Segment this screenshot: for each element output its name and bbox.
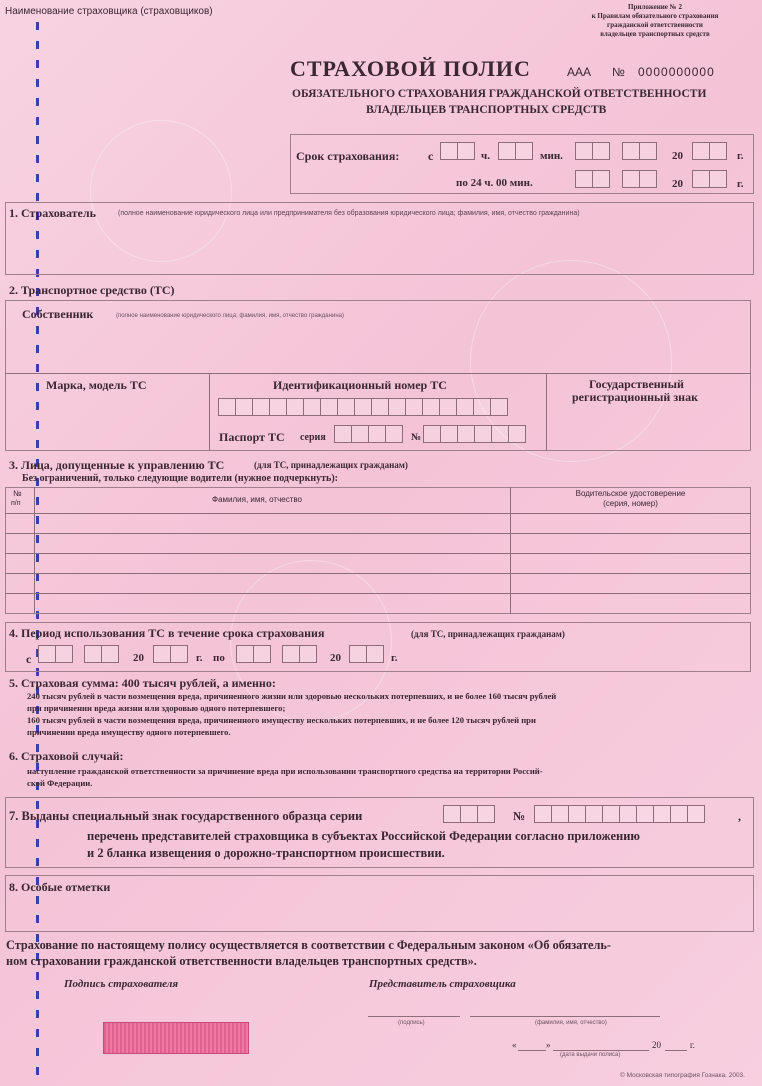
input-cell[interactable] bbox=[687, 805, 705, 823]
security-strip-dash bbox=[36, 79, 39, 87]
input-cell[interactable] bbox=[585, 805, 603, 823]
sum-line: 240 тысяч рублей в части возмещения вреда, причиненного жизни или здоровью нескольких потерпевших, и не более 160 тысяч рублей bbox=[27, 691, 557, 701]
input-cell[interactable] bbox=[508, 425, 526, 443]
insurer-name-label: Наименование страховщика (страховщиков) bbox=[5, 6, 213, 17]
reg-label-line2: регистрационный знак bbox=[572, 390, 698, 404]
input-cell[interactable] bbox=[439, 398, 457, 416]
term-minute-cells[interactable] bbox=[498, 142, 532, 160]
security-strip-dash bbox=[36, 22, 39, 30]
input-cell[interactable] bbox=[405, 398, 423, 416]
input-cell[interactable] bbox=[337, 398, 355, 416]
divider bbox=[5, 373, 751, 374]
passport-label: Паспорт ТС bbox=[219, 430, 285, 444]
usage-to: по bbox=[213, 652, 225, 664]
case-text bbox=[27, 765, 543, 789]
term-year-suffix: г. bbox=[737, 150, 744, 162]
col-license-line: (серия, номер) bbox=[603, 499, 658, 508]
usage-to-day-cells[interactable] bbox=[236, 645, 270, 663]
sign-number-sign: № bbox=[513, 809, 526, 823]
policy-series: ААА bbox=[567, 65, 592, 79]
table-row[interactable] bbox=[5, 553, 751, 554]
col-no: № bbox=[13, 489, 22, 498]
usage-from: с bbox=[26, 652, 32, 666]
security-strip-dash bbox=[36, 174, 39, 182]
input-cell[interactable] bbox=[334, 425, 352, 443]
usage-to-year-prefix: 20 bbox=[330, 652, 341, 664]
case-line: ской Федерации. bbox=[27, 778, 93, 788]
subtitle-line: ВЛАДЕЛЬЦЕВ ТРАНСПОРТНЫХ СРЕДСТВ bbox=[366, 104, 607, 116]
input-cell[interactable] bbox=[534, 805, 552, 823]
vin-label: Идентификационный номер ТС bbox=[273, 378, 447, 392]
input-cell[interactable] bbox=[351, 425, 369, 443]
passport-number-sign: № bbox=[411, 432, 422, 443]
input-cell[interactable] bbox=[218, 398, 236, 416]
appendix-line: Приложение № 2 bbox=[628, 3, 682, 11]
security-strip-dash bbox=[36, 60, 39, 68]
security-strip-dash bbox=[36, 1010, 39, 1018]
security-strip-dash bbox=[36, 1029, 39, 1037]
sum-line: при причинении вреда жизни или здоровью одного потерпевшего; bbox=[27, 703, 286, 713]
printer-imprint: © Московская типография Гознака. 2003. bbox=[620, 1072, 745, 1079]
name-line[interactable] bbox=[470, 1016, 660, 1017]
security-strip-dash bbox=[36, 972, 39, 980]
input-cell[interactable] bbox=[619, 805, 637, 823]
security-strip-dash bbox=[36, 1067, 39, 1075]
input-cell[interactable] bbox=[474, 425, 492, 443]
sign-number-cells[interactable] bbox=[534, 805, 704, 823]
input-cell[interactable] bbox=[670, 805, 688, 823]
term-to-year-suffix: г. bbox=[737, 178, 744, 190]
input-cell[interactable] bbox=[422, 398, 440, 416]
usage-from-year-suffix: г. bbox=[196, 652, 203, 664]
input-cell[interactable] bbox=[473, 398, 491, 416]
input-cell[interactable] bbox=[636, 805, 654, 823]
sign-caption: (подпись) bbox=[398, 1020, 425, 1026]
representative-label: Представитель страховщика bbox=[369, 978, 516, 990]
input-cell[interactable] bbox=[490, 398, 508, 416]
issued-title: 7. Выданы специальный знак государственного образца серии bbox=[9, 809, 363, 823]
policy-number-sign: № bbox=[612, 65, 625, 79]
sum-line: причинении вреда имуществу одного потерпевшего. bbox=[27, 727, 231, 737]
usage-to-year-cells[interactable] bbox=[349, 645, 383, 663]
col-license bbox=[510, 489, 751, 509]
security-strip-dash bbox=[36, 193, 39, 201]
security-strip-dash bbox=[36, 1048, 39, 1056]
table-row[interactable] bbox=[5, 593, 751, 594]
sum-text bbox=[27, 690, 757, 738]
input-cell[interactable] bbox=[423, 425, 441, 443]
issued-line: перечень представителей страховщика в субъектах Российской Федерации согласно приложению bbox=[87, 829, 640, 843]
input-cell[interactable] bbox=[385, 425, 403, 443]
input-cell[interactable] bbox=[568, 805, 586, 823]
input-cell[interactable] bbox=[252, 398, 270, 416]
term-to-year-prefix: 20 bbox=[672, 178, 683, 190]
input-cell[interactable] bbox=[354, 398, 372, 416]
term-month-cells[interactable] bbox=[622, 142, 656, 160]
term-year-cells[interactable] bbox=[692, 142, 726, 160]
input-cell[interactable] bbox=[303, 398, 321, 416]
term-hour-label: ч. bbox=[481, 150, 490, 162]
date-close: » bbox=[546, 1040, 551, 1050]
date-open: « bbox=[512, 1040, 517, 1050]
security-strip-dash bbox=[36, 991, 39, 999]
drivers-title: 3. Лица, допущенные к управлению ТС bbox=[9, 458, 225, 472]
usage-to-year-suffix: г. bbox=[391, 652, 398, 664]
input-cell[interactable] bbox=[551, 805, 569, 823]
term-minute-label: мин. bbox=[540, 150, 563, 162]
usage-to-month-cells[interactable] bbox=[282, 645, 316, 663]
security-strip-dash bbox=[36, 98, 39, 106]
security-strip-dash bbox=[36, 136, 39, 144]
vehicle-title: 2. Транспортное средство (ТС) bbox=[9, 283, 175, 297]
table-row[interactable] bbox=[5, 513, 751, 514]
owner-note: (полное наименование юридического лица; фамилия, имя, отчество гражданина) bbox=[116, 313, 344, 319]
term-day-cells[interactable] bbox=[575, 142, 609, 160]
input-cell[interactable] bbox=[457, 425, 475, 443]
divider bbox=[209, 373, 210, 451]
reg-label-line1: Государственный bbox=[589, 377, 684, 391]
col-no-sub: п/п bbox=[11, 500, 21, 507]
date-year-line[interactable] bbox=[665, 1050, 687, 1051]
term-from: с bbox=[428, 149, 434, 163]
passport-number-cells[interactable] bbox=[423, 425, 525, 443]
make-model-label: Марка, модель ТС bbox=[46, 378, 147, 392]
usage-from-day-cells[interactable] bbox=[38, 645, 72, 663]
date-caption: (дата выдачи полиса) bbox=[560, 1052, 621, 1058]
date-month-line[interactable] bbox=[553, 1050, 649, 1051]
usage-period-title: 4. Период использования ТС в течение срока страхования bbox=[9, 626, 325, 640]
input-cell[interactable] bbox=[440, 425, 458, 443]
appendix-line: владельцев транспортных средств bbox=[600, 30, 710, 38]
usage-from-year-prefix: 20 bbox=[133, 652, 144, 664]
usage-period-note: (для ТС, принадлежащих гражданам) bbox=[411, 629, 565, 639]
passport-series-label: серия bbox=[300, 432, 326, 443]
col-license-line: Водительское удостоверение bbox=[575, 489, 686, 498]
insured-note: (полное наименование юридического лица или предпринимателя без образования юридического лица; фамилия, имя, отчество гражданина) bbox=[118, 210, 580, 217]
security-strip-dash bbox=[36, 117, 39, 125]
date-year-suffix: г. bbox=[690, 1040, 695, 1050]
usage-from-month-cells[interactable] bbox=[84, 645, 118, 663]
sign-series-cells[interactable] bbox=[443, 805, 494, 823]
law-line: Страхование по настоящему полису осуществляется в соответствии с Федеральным законом «Об обязатель- bbox=[6, 938, 611, 952]
input-cell[interactable] bbox=[269, 398, 287, 416]
owner-label: Собственник bbox=[22, 307, 94, 321]
special-notes-box[interactable] bbox=[5, 875, 754, 932]
term-label: Срок страхования: bbox=[296, 149, 400, 163]
security-strip-dash bbox=[36, 155, 39, 163]
appendix-line: к Правилам обязательного страхования bbox=[591, 12, 719, 20]
input-cell[interactable] bbox=[286, 398, 304, 416]
issued-line: и 2 бланка извещения о дорожно-транспортном происшествии. bbox=[87, 846, 445, 860]
input-cell[interactable] bbox=[388, 398, 406, 416]
drivers-title-note: (для ТС, принадлежащих гражданам) bbox=[254, 460, 408, 470]
term-to-label: по 24 ч. 00 мин. bbox=[456, 177, 533, 189]
appendix-line: гражданской ответственности bbox=[607, 21, 703, 29]
input-cell[interactable] bbox=[368, 425, 386, 443]
appendix-note bbox=[560, 3, 750, 39]
special-notes-title: 8. Особые отметки bbox=[9, 880, 111, 894]
col-name: Фамилия, имя, отчество bbox=[212, 495, 302, 504]
policy-number: 0000000000 bbox=[638, 65, 715, 79]
sign-comma: , bbox=[738, 809, 741, 823]
input-cell[interactable] bbox=[320, 398, 338, 416]
input-cell[interactable] bbox=[235, 398, 253, 416]
passport-series-cells[interactable] bbox=[334, 425, 402, 443]
signature-line[interactable] bbox=[368, 1016, 460, 1017]
table-row[interactable] bbox=[5, 573, 751, 574]
insured-title: 1. Страхователь bbox=[9, 206, 96, 220]
sum-line: 160 тысяч рублей в части возмещения вреда, причиненного имуществу нескольких потерпевших, и не более 120 тысяч рублей при bbox=[27, 715, 536, 725]
input-cell[interactable] bbox=[456, 398, 474, 416]
term-to-month-cells[interactable] bbox=[622, 170, 656, 188]
term-hour-cells[interactable] bbox=[440, 142, 474, 160]
subtitle-line: ОБЯЗАТЕЛЬНОГО СТРАХОВАНИЯ ГРАЖДАНСКОЙ ОТВЕТСТВЕННОСТИ bbox=[292, 88, 707, 100]
divider bbox=[34, 487, 35, 614]
term-to-day-cells[interactable] bbox=[575, 170, 609, 188]
input-cell[interactable] bbox=[491, 425, 509, 443]
vin-cells[interactable] bbox=[218, 398, 507, 416]
security-strip-dash bbox=[36, 41, 39, 49]
input-cell[interactable] bbox=[653, 805, 671, 823]
law-line: ном страховании гражданской ответственности владельцев транспортных средств». bbox=[6, 954, 477, 968]
date-year-prefix: 20 bbox=[652, 1040, 661, 1050]
hologram-sticker bbox=[103, 1022, 249, 1054]
page-title: СТРАХОВОЙ ПОЛИС bbox=[290, 56, 531, 81]
table-row[interactable] bbox=[5, 533, 751, 534]
term-year-prefix: 20 bbox=[672, 150, 683, 162]
case-line: наступление гражданской ответственности за причинение вреда при использовании транспортного средства на территории Россий- bbox=[27, 766, 543, 776]
input-cell[interactable] bbox=[602, 805, 620, 823]
term-to-year-cells[interactable] bbox=[692, 170, 726, 188]
input-cell[interactable] bbox=[371, 398, 389, 416]
sum-title: 5. Страховая сумма: 400 тысяч рублей, а именно: bbox=[9, 676, 276, 690]
usage-from-year-cells[interactable] bbox=[153, 645, 187, 663]
case-title: 6. Страховой случай: bbox=[9, 749, 124, 763]
insured-signature-label: Подпись страхователя bbox=[64, 978, 179, 990]
date-day-line[interactable] bbox=[518, 1050, 546, 1051]
name-caption: (фамилия, имя, отчество) bbox=[535, 1020, 607, 1026]
drivers-subtitle: Без ограничений, только следующие водители (нужное подчеркнуть): bbox=[22, 473, 338, 484]
divider bbox=[546, 373, 547, 451]
